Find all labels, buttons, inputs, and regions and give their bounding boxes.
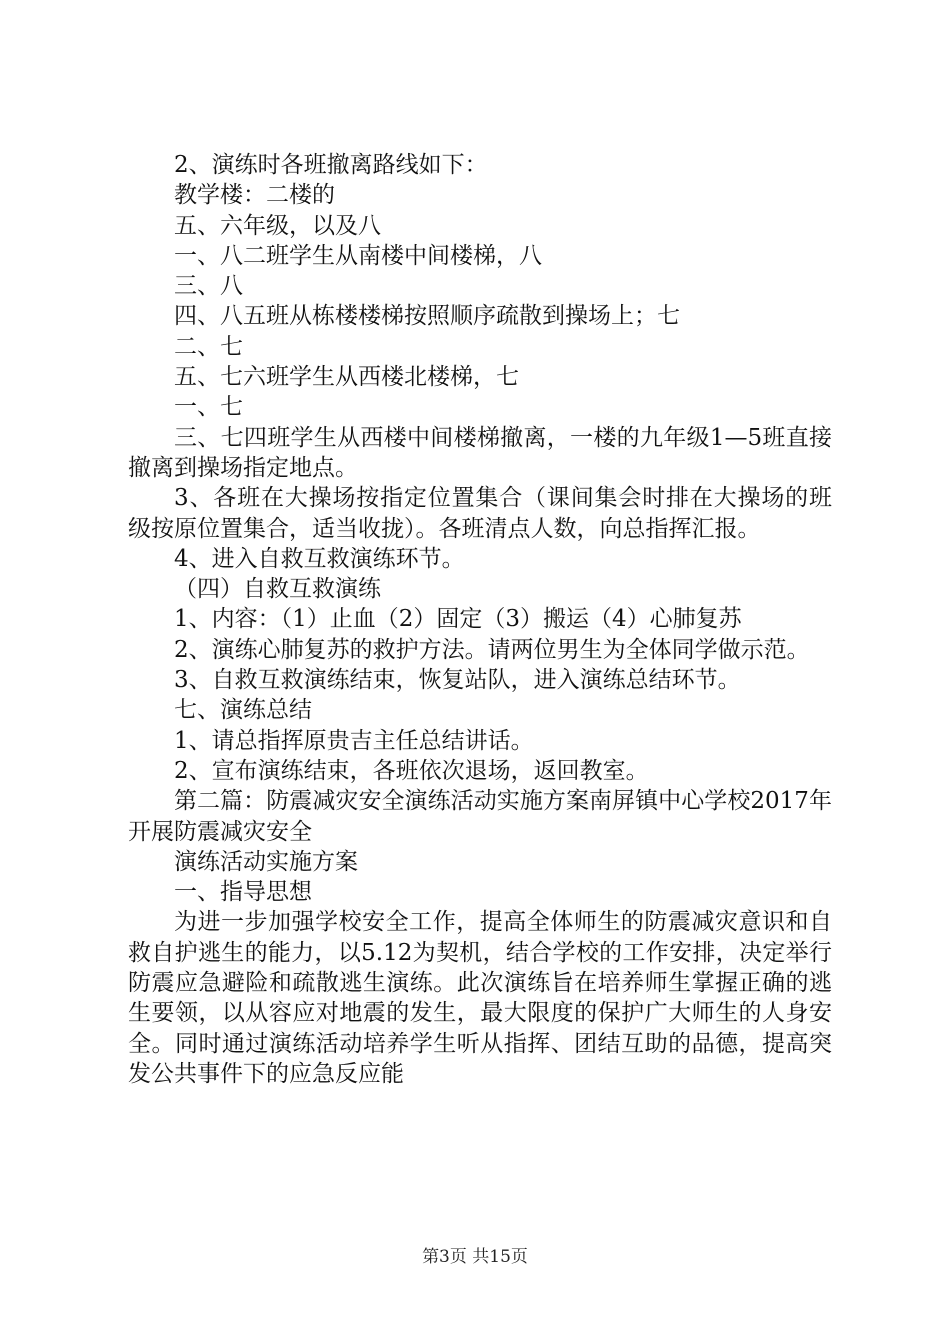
paragraph: 3、各班在大操场按指定位置集合（课间集会时排在大操场的班级按原位置集合，适当收拢）。各班清点人数，向总指挥汇报。 — [128, 485, 832, 542]
page-number: 第3页 共15页 — [422, 1247, 528, 1267]
text-line: 3、自救互救演练结束，恢复站队，进入演练总结环节。 — [174, 667, 741, 694]
text-line: 教学楼：二楼的 — [174, 182, 335, 209]
chapter-title: 第二篇：防震减灾安全演练活动实施方案南屏镇中心学校2017年开展防震减灾安全 — [128, 788, 832, 845]
paragraph: 2、演练心肺复苏的救护方法。请两位男生为全体同学做示范。 — [174, 636, 810, 663]
text-line: 一、七 — [174, 394, 243, 421]
text-line: 1、请总指挥原贵吉主任总结讲话。 — [174, 727, 534, 754]
text-line: 二、七 — [174, 333, 243, 360]
paragraph: 为进一步加强学校安全工作，提高全体师生的防震减灾意识和自救自护逃生的能力，以5.12为契机，结合学校的工作安排，决定举行防震应急避险和疏散逃生演练。此次演练旨在培养师生掌握正确的逃生要领，以从容应对地震的发生，最大限度的保护广大师生的人身安全。同时通过演练活动培养学生听从指挥、团结互助的品德，提高突发公共事件下的应急反应能 — [128, 909, 832, 1087]
text-line: 一、八二班学生从南楼中间楼梯，八 — [174, 242, 542, 269]
text-line: 2、演练时各班撤离路线如下： — [174, 152, 488, 178]
section-heading: 一、指导思想 — [174, 879, 312, 906]
document-body — [128, 150, 832, 1089]
chapter-title-continued: 演练活动实施方案 — [174, 848, 358, 875]
text-line: 4、进入自救互救演练环节。 — [174, 545, 465, 572]
section-heading: 七、演练总结 — [174, 697, 312, 724]
section-heading: （四）自救互救演练 — [174, 576, 381, 603]
text-line: 五、七六班学生从西楼北楼梯，七 — [174, 364, 519, 391]
text-line: 1、内容：（1）止血（2）固定（3）搬运（4）心肺复苏 — [174, 606, 742, 633]
paragraph: 三、七四班学生从西楼中间楼梯撤离，一楼的九年级1—5班直接撤离到操场指定地点。 — [128, 424, 832, 481]
text-line: 四、八五班从栋楼楼梯按照顺序疏散到操场上；七 — [174, 303, 680, 330]
text-line: 2、宣布演练结束，各班依次退场，返回教室。 — [174, 757, 649, 784]
text-line: 五、六年级，以及八 — [174, 212, 381, 239]
text-line: 三、八 — [174, 273, 243, 300]
